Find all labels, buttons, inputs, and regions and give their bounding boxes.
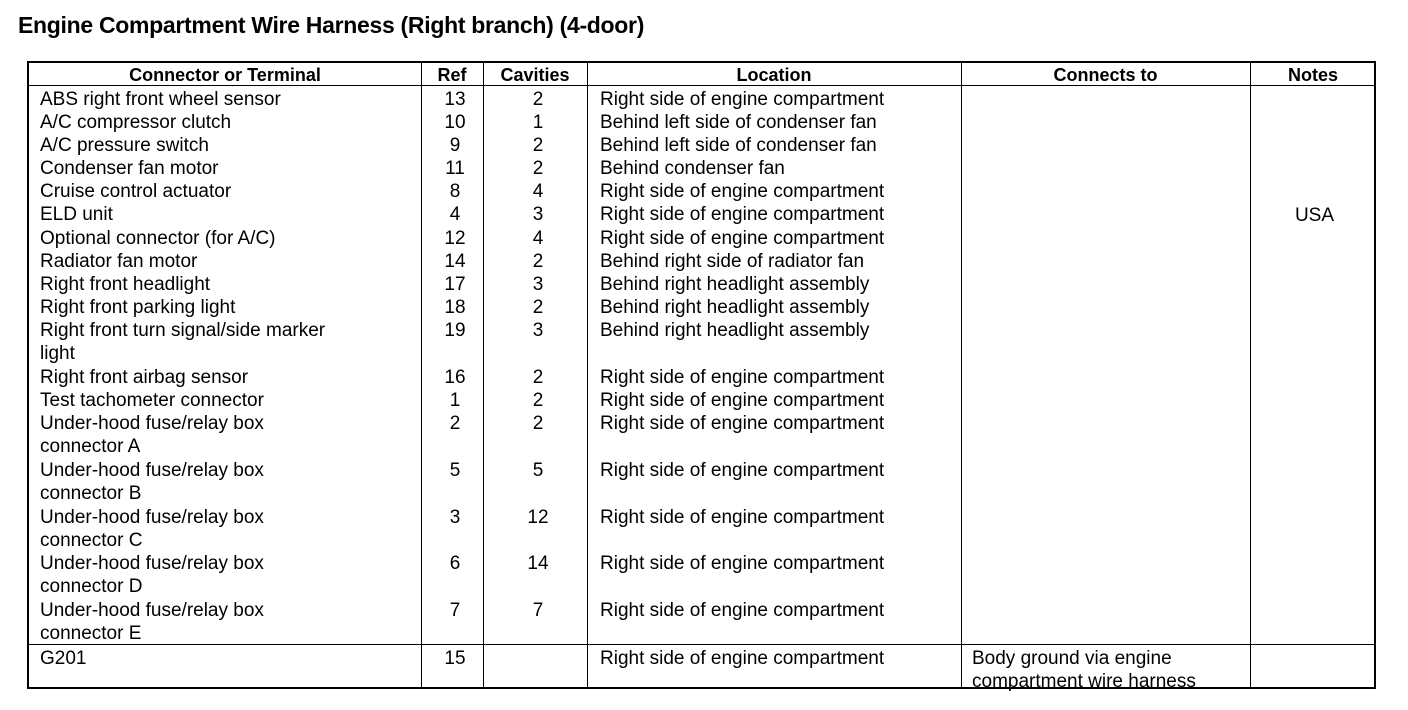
connector-cell: A/C compressor clutch [40, 112, 232, 133]
cavities-cell: 2 [532, 367, 544, 388]
cavities-cell: 4 [532, 181, 544, 202]
cavities-cell: 7 [532, 600, 544, 621]
location-cell: Behind right headlight assembly [600, 297, 870, 318]
cavities-cell: 2 [532, 135, 544, 156]
column-divider [483, 63, 484, 687]
header-cavities: Cavities [500, 65, 570, 85]
cavities-cell: 5 [532, 460, 544, 481]
ref-cell: 2 [449, 413, 461, 434]
cavities-cell: 2 [532, 390, 544, 411]
header-connects-to: Connects to [1053, 65, 1158, 85]
connector-cell: Cruise control actuator [40, 181, 232, 202]
connector-cell: ABS right front wheel sensor [40, 89, 281, 110]
ref-cell: 12 [444, 228, 466, 249]
location-cell: Behind right headlight assembly [600, 274, 870, 295]
connector-cell: Right front parking light [40, 297, 236, 318]
connector-cell: Test tachometer connector [40, 390, 264, 411]
ref-cell: 6 [449, 553, 461, 574]
ref-cell: 18 [444, 297, 466, 318]
cavities-cell: 2 [532, 413, 544, 434]
location-cell: Right side of engine compartment [600, 648, 885, 669]
location-cell: Right side of engine compartment [600, 553, 885, 574]
ref-cell: 7 [449, 600, 461, 621]
location-cell: Behind right side of radiator fan [600, 251, 865, 272]
harness-table [27, 61, 1376, 692]
header-ref: Ref [437, 65, 467, 85]
location-cell: Right side of engine compartment [600, 390, 885, 411]
ref-cell: 17 [444, 274, 466, 295]
location-cell: Behind condenser fan [600, 158, 785, 179]
ref-cell: 13 [444, 89, 466, 110]
connector-cell: Under-hood fuse/relay box connector A [40, 413, 264, 457]
cavities-cell: 2 [532, 89, 544, 110]
location-cell: Behind right headlight assembly [600, 320, 870, 341]
cavities-cell: 3 [532, 320, 544, 341]
cavities-cell: 12 [527, 507, 549, 528]
notes-cell: USA [1294, 205, 1335, 226]
connector-cell: G201 [40, 648, 87, 669]
location-cell: Right side of engine compartment [600, 413, 885, 434]
cavities-cell: 2 [532, 297, 544, 318]
connector-cell: Right front headlight [40, 274, 211, 295]
cavities-cell: 3 [532, 274, 544, 295]
page-title: Engine Compartment Wire Harness (Right branch) (4-door) [18, 12, 645, 38]
connector-cell: Under-hood fuse/relay box connector C [40, 507, 264, 551]
ref-cell: 4 [449, 204, 461, 225]
connector-cell: Optional connector (for A/C) [40, 228, 276, 249]
location-cell: Right side of engine compartment [600, 181, 885, 202]
ref-cell: 14 [444, 251, 466, 272]
ref-cell: 19 [444, 320, 466, 341]
cavities-cell: 2 [532, 251, 544, 272]
cavities-cell: 1 [532, 112, 544, 133]
connector-cell: ELD unit [40, 204, 113, 225]
cavities-cell: 3 [532, 204, 544, 225]
ref-cell: 9 [449, 135, 461, 156]
ref-cell: 8 [449, 181, 461, 202]
location-cell: Right side of engine compartment [600, 507, 885, 528]
connector-cell: Under-hood fuse/relay box connector B [40, 460, 264, 504]
connector-cell: Right front turn signal/side marker light [40, 320, 326, 364]
connector-cell: Under-hood fuse/relay box connector E [40, 600, 264, 644]
connector-cell: Radiator fan motor [40, 251, 198, 272]
cavities-cell: 4 [532, 228, 544, 249]
cavities-cell: 2 [532, 158, 544, 179]
ref-cell: 16 [444, 367, 466, 388]
ref-cell: 15 [444, 648, 466, 669]
connector-cell: A/C pressure switch [40, 135, 209, 156]
ref-cell: 3 [449, 507, 461, 528]
location-cell: Right side of engine compartment [600, 204, 885, 225]
ref-cell: 10 [444, 112, 466, 133]
column-divider [1250, 63, 1251, 687]
ref-cell: 1 [449, 390, 461, 411]
connector-cell: Condenser fan motor [40, 158, 219, 179]
location-cell: Right side of engine compartment [600, 228, 885, 249]
column-divider [421, 63, 422, 687]
connector-cell: Under-hood fuse/relay box connector D [40, 553, 264, 597]
cavities-cell: 14 [527, 553, 549, 574]
header-location: Location [736, 65, 812, 85]
header-notes: Notes [1287, 65, 1338, 85]
ref-cell: 5 [449, 460, 461, 481]
connector-cell: Right front airbag sensor [40, 367, 249, 388]
ref-cell: 11 [445, 158, 465, 179]
location-cell: Behind left side of condenser fan [600, 135, 877, 156]
location-cell: Right side of engine compartment [600, 600, 885, 621]
location-cell: Right side of engine compartment [600, 89, 885, 110]
header-connector: Connector or Terminal [129, 65, 321, 85]
location-cell: Right side of engine compartment [600, 367, 885, 388]
column-divider [961, 63, 962, 687]
location-cell: Right side of engine compartment [600, 460, 885, 481]
connects-to-cell: Body ground via engine compartment wire harness [972, 648, 1196, 692]
location-cell: Behind left side of condenser fan [600, 112, 877, 133]
